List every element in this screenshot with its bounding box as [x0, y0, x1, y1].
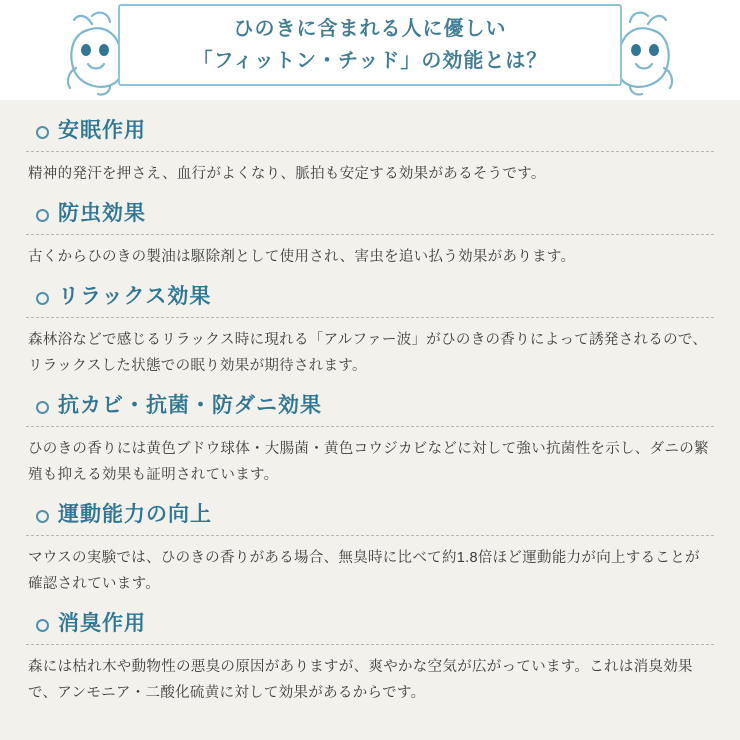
page-title-line-2: 「フィットン・チッド」の効能とは？: [192, 50, 548, 72]
section-divider: [26, 426, 714, 427]
section-divider: [26, 644, 714, 645]
section-body: 森には枯れ木や動物性の悪臭の原因がありますが、爽やかな空気が広がっています。これは消臭効果で、アンモニア・二酸化硫黄に対して効果があるからです。: [28, 659, 693, 701]
section-header: [26, 284, 714, 310]
section-body: 精神的発汗を押さえ、血行がよくなり、脈拍も安定する効果があるそうです。: [28, 166, 546, 182]
section-title: 消臭作用: [58, 612, 146, 635]
section-item: [26, 393, 714, 488]
page-title-line-1: ひのきに含まれる人に優しい: [233, 18, 507, 40]
section-item: [26, 611, 714, 706]
sections-container: [0, 100, 740, 706]
circle-icon: [36, 209, 49, 222]
section-header: [26, 393, 714, 419]
section-divider: [26, 234, 714, 235]
section-body: 森林浴などで感じるリラックス時に現れる「アルファー波」がひのきの香りによって誘発されるので、リラックスした状態での眠り効果が期待されます。: [28, 332, 708, 374]
section-title: 安眠作用: [58, 119, 146, 142]
section-header: [26, 502, 714, 528]
section-title: 運動能力の向上: [58, 503, 212, 526]
section-divider: [26, 317, 714, 318]
section-divider: [26, 151, 714, 152]
circle-icon: [36, 292, 49, 305]
section-divider: [26, 535, 714, 536]
header-banner-area: [0, 0, 740, 100]
section-title: 抗カビ・抗菌・防ダニ効果: [58, 394, 322, 417]
circle-icon: [36, 510, 49, 523]
section-title: 防虫効果: [58, 202, 146, 225]
section-header: [26, 611, 714, 637]
section-item: [26, 201, 714, 270]
section-body: ひのきの香りには黄色ブドウ球体・大腸菌・黄色コウジカビなどに対して強い抗菌性を示し、ダニの繁殖も抑える効果も証明されています。: [28, 441, 709, 483]
circle-icon: [36, 126, 49, 139]
circle-icon: [36, 619, 49, 632]
section-item: [26, 284, 714, 379]
section-header: [26, 201, 714, 227]
section-body: 古くからひのきの製油は駆除剤として使用され、害虫を追い払う効果があります。: [28, 249, 576, 265]
section-item: [26, 118, 714, 187]
section-body: マウスの実験では、ひのきの香りがある場合、無臭時に比べて約1.8倍ほど運動能力が向上することが確認されています。: [28, 550, 700, 592]
section-header: [26, 118, 714, 144]
circle-icon: [36, 401, 49, 414]
section-title: リラックス効果: [58, 285, 212, 308]
section-item: [26, 502, 714, 597]
title-banner: [118, 4, 622, 86]
